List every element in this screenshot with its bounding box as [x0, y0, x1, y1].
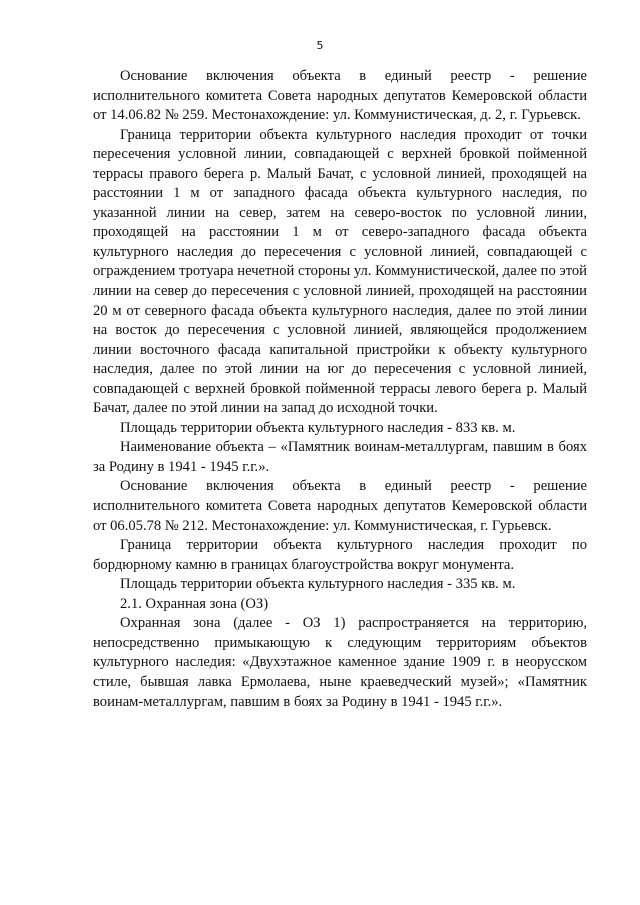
paragraph-security-zone: Охранная зона (далее - ОЗ 1) распространяется на территорию, непосредственно примыкающую к следующим территориям объектов культурного наследия: «Двухэтажное каменное здание 1909 г. в неорусском стиле, бывшая лавка Ермолаева, ныне краеведческий музей»; «Памятник воинам-металлургам, павшим в боях за Родину в 1941 - 1945 г.г.». — [93, 615, 587, 710]
paragraph-object-name: Наименование объекта – «Памятник воинам-металлургам, павшим в боях за Родину в 1941 - 1945 г.г.». — [93, 439, 587, 475]
page-number: 5 — [316, 39, 324, 52]
section-heading-security-zone: 2.1. Охранная зона (ОЗ) — [120, 595, 269, 612]
paragraph-area-1: Площадь территории объекта культурного наследия - 833 кв. м. — [120, 419, 516, 436]
paragraph-basis-inclusion-1: Основание включения объекта в единый реестр - решение исполнительного комитета Совета народных депутатов Кемеровской области от 14.06.82 № 259. Местонахождение: ул. Коммунистическая, д. 2, г. Гурьевск. — [93, 68, 587, 124]
paragraph-basis-inclusion-2: Основание включения объекта в единый реестр - решение исполнительного комитета Совета народных депутатов Кемеровской области от 06.05.78 № 212. Местонахождение: ул. Коммунистическая, г. Гурьевск. — [93, 478, 587, 534]
paragraph-boundary-2: Граница территории объекта культурного наследия проходит по бордюрному камню в границах благоустройства вокруг монумента. — [93, 537, 587, 573]
document-body — [93, 67, 587, 712]
paragraph-area-2: Площадь территории объекта культурного наследия - 335 кв. м. — [120, 576, 516, 593]
paragraph-boundary-1: Граница территории объекта культурного наследия проходит от точки пересечения условной линии, совпадающей с верхней бровкой пойменной террасы правого берега р. Малый Бачат, с условной линией, проходящей на расстоянии 1 м от западного фасада объекта культурного наследия, по указанной линии на север, затем на северо-восток по условной линии, проходящей на расстоянии 1 м от северо-западного фасада объекта культурного наследия до пересечения с условной линией, совпадающей с ограждением тротуара нечетной стороны ул. Коммунистической, далее по этой линии на север до пересечения с условной линией, проходящей на расстоянии 20 м от северного фасада объекта культурного наследия, далее по этой линии на восток до пересечения с условной линией, являющейся продолжением линии восточного фасада капитальной пристройки к объекту культурного наследия, далее по этой линии на юг до пересечения с условной линией, совпадающей с верхней бровкой пойменной террасы левого берега р. Малый Бачат, далее по этой линии на запад до исходной точки. — [93, 126, 587, 417]
